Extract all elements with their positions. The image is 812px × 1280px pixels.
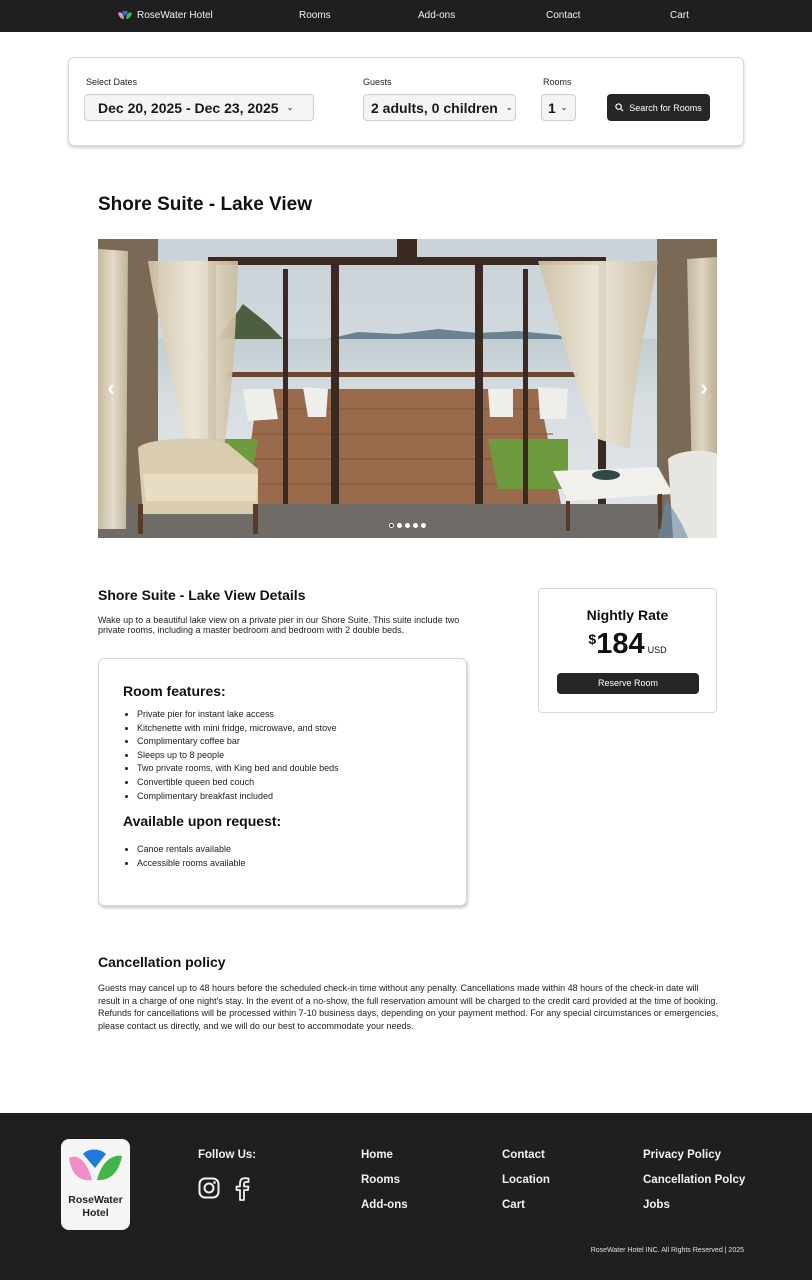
requests-list <box>137 843 246 870</box>
room-photo-carousel[interactable] <box>98 239 717 538</box>
chevron-down-icon: ⌄ <box>286 103 294 112</box>
list-item: • Accessible rooms available <box>137 857 246 871</box>
rate-price <box>539 627 716 661</box>
nightly-rate-card <box>538 588 717 713</box>
footer-link-privacy-policy[interactable]: Privacy Policy <box>643 1149 721 1161</box>
list-item: • Two private rooms, with King bed and double beds <box>137 762 339 776</box>
rooms-label: Rooms <box>543 77 572 87</box>
room-details-title: Shore Suite - Lake View Details <box>98 587 306 603</box>
carousel-dot[interactable] <box>405 523 410 528</box>
cancellation-text: Guests may cancel up to 48 hours before the scheduled check-in time without any penalty. Cancellations made within 48 hours of the check-in date will result in a charge of one night's stay. In the event of a no-show, the full reservation amount will be charged to the credit card provided at the time of booking. Refunds for cancellations will be processed within 7-10 business days, depending on your payment method. For any special circumstances or emergencies, please contact us directly, and we will do our best to accommodate your needs. <box>98 983 719 1031</box>
carousel-dot[interactable] <box>421 523 426 528</box>
list-item: • Complimentary breakfast included <box>137 790 339 804</box>
requests-heading: Available upon request: <box>123 813 282 829</box>
carousel-dots <box>98 523 717 528</box>
currency-symbol: $ <box>588 631 597 647</box>
follow-us-label: Follow Us: <box>198 1149 257 1161</box>
rooms-value: 1 <box>548 99 556 116</box>
rosewater-logo-icon <box>68 1148 123 1188</box>
logo-line-2: Hotel <box>82 1207 109 1219</box>
room-photo <box>98 239 717 538</box>
list-item: • Convertible queen bed couch <box>137 776 339 790</box>
facebook-icon[interactable] <box>233 1177 257 1201</box>
rate-currency: USD <box>647 645 667 655</box>
room-description: Wake up to a beautiful lake view on a private pier in our Shore Suite. This suite include two private rooms, including a master bedroom and bedroom with 2 double beds. <box>98 615 460 635</box>
search-icon <box>615 103 624 112</box>
carousel-prev-icon[interactable]: ‹ <box>107 375 115 400</box>
list-item: • Private pier for instant lake access <box>137 708 339 722</box>
carousel-dot[interactable] <box>397 523 402 528</box>
dates-label: Select Dates <box>86 77 138 87</box>
guests-select[interactable] <box>363 94 516 121</box>
guests-label: Guests <box>363 77 392 87</box>
chevron-down-icon: ⌄ <box>505 103 513 112</box>
footer-logo-name <box>61 1194 130 1220</box>
footer-link-rooms[interactable]: Rooms <box>361 1174 400 1186</box>
footer-link-home[interactable]: Home <box>361 1149 393 1161</box>
top-navigation <box>0 0 812 32</box>
room-features-card <box>98 658 467 906</box>
guests-value: 2 adults, 0 children <box>371 99 498 116</box>
search-button-label: Search for Rooms <box>629 102 702 113</box>
footer-link-location[interactable]: Location <box>502 1174 550 1186</box>
footer-link-cancellation-policy[interactable]: Cancellation Polcy <box>643 1174 746 1186</box>
list-item: • Complimentary coffee bar <box>137 735 339 749</box>
carousel-dot[interactable] <box>413 523 418 528</box>
carousel-dot[interactable] <box>389 523 394 528</box>
site-footer <box>0 1113 812 1280</box>
copyright-text: RoseWater Hotel INC. All Rights Reserved | 2025 <box>590 1247 744 1254</box>
list-item: • Kitchenette with mini fridge, microwave, and stove <box>137 722 339 736</box>
nav-rooms[interactable]: Rooms <box>299 10 331 21</box>
dates-value: Dec 20, 2025 - Dec 23, 2025 <box>98 99 279 116</box>
list-item: • Canoe rentals available <box>137 843 246 857</box>
dates-select[interactable] <box>84 94 314 121</box>
features-heading: Room features: <box>123 683 226 699</box>
cancellation-title: Cancellation policy <box>98 954 226 970</box>
rate-title: Nightly Rate <box>586 607 669 623</box>
booking-search-panel <box>68 57 744 146</box>
list-item: • Sleeps up to 8 people <box>137 749 339 763</box>
nav-contact[interactable]: Contact <box>546 10 581 21</box>
chevron-down-icon: ⌄ <box>560 103 568 112</box>
nav-add-ons[interactable]: Add-ons <box>418 10 456 21</box>
rooms-select[interactable] <box>541 94 576 121</box>
rate-amount: 184 <box>596 628 645 660</box>
room-title: Shore Suite - Lake View <box>98 194 313 215</box>
instagram-icon[interactable] <box>198 1177 222 1201</box>
brand-name: RoseWater Hotel <box>137 10 213 21</box>
footer-logo[interactable] <box>61 1139 130 1230</box>
carousel-next-icon[interactable]: › <box>700 375 708 400</box>
rosewater-logo-icon <box>118 11 132 21</box>
features-list <box>137 708 339 803</box>
reserve-room-button[interactable]: Reserve Room <box>557 673 699 694</box>
brand-link[interactable] <box>118 0 213 32</box>
footer-link-cart[interactable]: Cart <box>502 1199 526 1211</box>
footer-link-add-ons[interactable]: Add-ons <box>361 1199 408 1211</box>
footer-link-contact[interactable]: Contact <box>502 1149 545 1161</box>
search-rooms-button[interactable] <box>607 94 710 121</box>
nav-cart[interactable]: Cart <box>670 10 689 21</box>
footer-link-jobs[interactable]: Jobs <box>643 1199 670 1211</box>
logo-line-1: RoseWater <box>68 1194 123 1206</box>
